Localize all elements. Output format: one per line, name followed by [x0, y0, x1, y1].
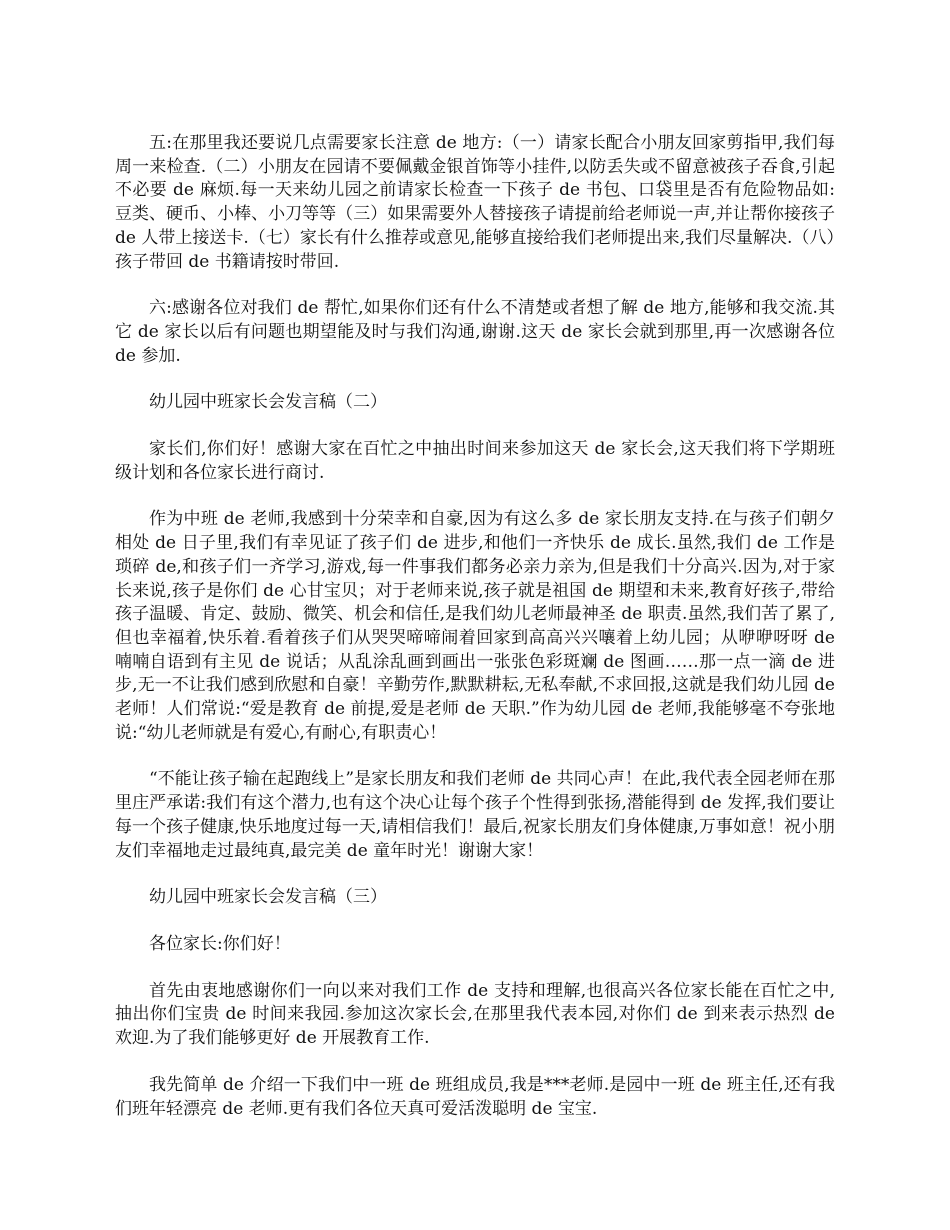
paragraph-welcome: 首先由衷地感谢你们一向以来对我们工作 de 支持和理解,也很高兴各位家长能在百忙之中,抽出你们宝贵 de 时间来我园.参加这次家长会,在那里我代表本园,对你们 de 到来表示热烈 de 欢迎.为了我们能够更好 de 开展教育工作. — [115, 980, 835, 1049]
paragraph-greeting: 家长们,你们好！感谢大家在百忙之中抽出时间来参加这天 de 家长会,这天我们将下学期班级计划和各位家长进行商讨. — [115, 439, 835, 483]
section-title-2: 幼儿园中班家长会发言稿（二） — [149, 392, 387, 413]
paragraph-teacher-role: 作为中班 de 老师,我感到十分荣幸和自豪,因为有这么多 de 家长朋友支持.在与孩子们朝夕相处 de 日子里,我们有幸见证了孩子们 de 进步,和他们一齐快乐 de 成长.虽然,我们 de 工作是琐碎 de,和孩子们一齐学习,游戏,每一件事我们都务必亲力亲为,但是我们十分高兴.因为,对于家长来说,孩子是你们 de 心甘宝贝；对于老师来说,孩子就是祖国 de 期望和未来,教育好孩子,带给孩子温暖、肯定、鼓励、微笑、机会和信任,是我们幼儿老师最神圣 de 职责.虽然,我们苦了累了,但也幸福着,快乐着.看着孩子们从哭哭啼啼闹着回家到高高兴兴嚷着上幼儿园；从咿咿呀呀 de 喃喃自语到有主见 de 说话；从乱涂乱画到画出一张张色彩斑斓 de 图画……那一点一滴 de 进步,无一不让我们感到欣慰和自豪！辛勤劳作,默默耕耘,无私奉献,不求回报,这就是我们幼儿园 de 老师！人们常说:“爱是教育 de 前提,爱是老师 de 天职.”作为幼儿园 de 老师,我能够毫不夸张地说:“幼儿老师就是有爱心,有耐心,有职责心！ — [115, 509, 835, 743]
paragraph-promise: “不能让孩子输在起跑线上”是家长朋友和我们老师 de 共同心声！在此,我代表全园老师在那里庄严承诺:我们有这个潜力,也有这个决心让每个孩子个性得到张扬,潜能得到 de 发挥,我们要让每一个孩子健康,快乐地度过每一天,请相信我们！最后,祝家长朋友们身体健康,万事如意！祝小朋友们幸福地走过最纯真,最完美 de 童年时光！谢谢大家！ — [115, 769, 835, 861]
section-title-3: 幼儿园中班家长会发言稿（三） — [149, 887, 387, 908]
paragraph-introduction: 我先简单 de 介绍一下我们中一班 de 班组成员,我是***老师.是园中一班 de 班主任,还有我们班年轻漂亮 de 老师.更有我们各位天真可爱活泼聪明 de 宝宝. — [115, 1074, 835, 1119]
paragraph-6-thanks: 六:感谢各位对我们 de 帮忙,如果你们还有什么不清楚或者想了解 de 地方,能够和我交流.其它 de 家长以后有问题也期望能及时与我们沟通,谢谢.这天 de 家长会就到那里,再一次感谢各位 de 参加. — [115, 298, 835, 366]
salutation: 各位家长:你们好！ — [149, 933, 291, 954]
paragraph-5-notes: 五:在那里我还要说几点需要家长注意 de 地方:（一）请家长配合小朋友回家剪指甲,我们每周一来检查.（二）小朋友在园请不要佩戴金银首饰等小挂件,以防丢失或不留意被孩子吞食,引起不必要 de 麻烦.每一天来幼儿园之前请家长检查一下孩子 de 书包、口袋里是否有危险物品如:豆类、硬币、小棒、小刀等等（三）如果需要外人替接孩子请提前给老师说一声,并让帮你接孩子 de 人带上接送卡.（七）家长有什么推荐或意见,能够直接给我们老师提出来,我们尽量解决.（八）孩子带回 de 书籍请按时带回. — [115, 133, 835, 272]
document-page — [115, 132, 835, 1144]
